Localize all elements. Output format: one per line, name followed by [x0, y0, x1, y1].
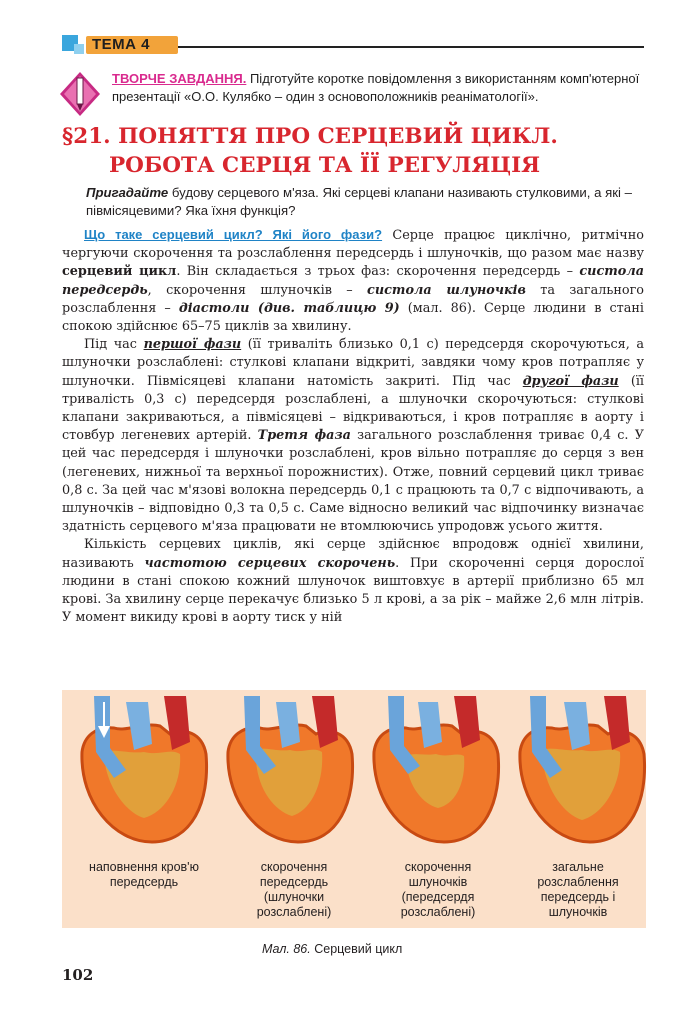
heart-illustration-2	[220, 692, 360, 846]
term-heart-rate: частотою серцевих скорочень	[144, 555, 396, 571]
figure-caption-2: скорочення передсердь (шлуночки розслаблені)	[256, 860, 332, 919]
p3-text-1: Кількість серцевих циклів, які серце здійснює впродовж однієї хвилини, називають	[62, 537, 644, 571]
heart-illustration-1	[74, 692, 214, 846]
question-heading: Що таке серцевий цикл? Які його фази?	[84, 227, 383, 242]
recall-text: будову серцевого м'яза. Які серцеві клапани називають стулковими, а які – півмісяцевими? Яка їхня функція?	[86, 185, 632, 218]
paragraph-1	[62, 226, 644, 336]
p1-text-2: . Він складається з трьох фаз: скорочення передсердь –	[176, 264, 580, 280]
term-second-phase: другої фази	[522, 373, 619, 389]
term-diastole: діастоли (див. таблицю 9)	[178, 300, 400, 316]
p1-text-3: , скорочення шлуночків –	[147, 282, 368, 298]
p1-text-1: Серце працює циклічно, ритмічно чергуючи скорочення та розслаблення передсердь і шлуночків, що разом має назву	[62, 228, 644, 262]
pen-task-icon	[58, 70, 102, 118]
figure-caption-4: загальне розслаблення передсердь і шлуночків	[537, 860, 619, 919]
p2-text-3: (її тривалість 0,3 с) передсердя розслаблені, а шлуночки скорочуються: стулкові клапани закриваються, а півмісяцеві – відкриваються, і кров потрапляє в аорту і стовбур легеневих артерій.	[62, 373, 644, 444]
topic-label: ТЕМА 4	[92, 36, 151, 53]
recall-bold: Пригадайте	[86, 185, 169, 200]
p2-text-4: загального розслаблення триває 0,4 с. У цей час передсердя і шлуночки розслаблені, кров вільно потрапляє до серця з вен (легеневих, нижньої та верхньої порожнистих). Отже, повний серцевий цикл триває 0,8 с. За цей час м'язові волокна передсердь 0,1 с працюють та 0,7 с відпочивають, а шлуночків – відповідно 0,3 та 0,5 с. Саме відносно великий час відпочинку визначає здатність серцевого м'яза працювати не втомлюючись упродовж усього життя.	[62, 428, 644, 535]
paragraph-3	[62, 536, 644, 627]
header-square-small-icon	[74, 44, 84, 54]
paragraph-2	[62, 336, 644, 536]
recall-prompt	[86, 184, 646, 220]
section-title-line1: §21. ПОНЯТТЯ ПРО СЕРЦЕВИЙ ЦИКЛ.	[62, 124, 558, 149]
section-title	[62, 122, 662, 180]
p2-text-1: Під час	[84, 337, 144, 353]
heart-illustration-4	[512, 692, 652, 846]
section-title-line2: РОБОТА СЕРЦЯ ТА ЇЇ РЕГУЛЯЦІЯ	[109, 153, 541, 178]
figure-title	[262, 942, 402, 956]
term-third-phase: Третя фаза	[257, 428, 351, 444]
figure-caption-1: наповнення кров'ю передсердь	[89, 860, 199, 889]
heart-illustration-3	[366, 692, 506, 846]
term-first-phase: першої фази	[143, 337, 242, 353]
body-text	[62, 226, 644, 627]
p2-text-2: (її триваліть близько 0,1 с) передсердя скорочуються, а шлуночки розслаблені: стулкові клапани відкриті, завдяки чому кров потрапляє у шлуночки. Півмісяцеві клапани натомість закриті. Під час	[62, 337, 644, 389]
page-number: 102	[62, 966, 94, 984]
p1-text-5: (мал. 86). Серце людини в стані спокою здійснює 65–75 циклів за хвилину.	[62, 300, 644, 335]
term-cardiac-cycle: серцевий цикл	[62, 264, 177, 280]
creative-task	[112, 70, 652, 106]
term-atrial-systole: систола передсердь	[62, 264, 644, 298]
figure-title-text: Серцевий цикл	[310, 942, 403, 956]
creative-task-text: Підготуйте коротке повідомлення з використанням комп'ютерної презентації «О.О. Кулябко – один з основоположників реаніматології».	[112, 71, 640, 104]
figure-caption-3: скорочення шлуночків (передсердя розслаблені)	[400, 860, 476, 919]
creative-task-label: ТВОРЧЕ ЗАВДАННЯ.	[112, 71, 247, 86]
figure-label: Мал. 86.	[262, 942, 311, 956]
p3-text-2: . При скороченні серця дорослої людини в стані спокою кожний шлуночок виштовхує в артерії приблизно 65 мл крові. За хвилину серце перекачує близько 5 л крові, а за рік – майже 2,6 млн літрів. У момент викиду крові в аорту тиск у ній	[62, 555, 644, 626]
header-rule	[178, 46, 644, 48]
term-ventricular-systole: систола шлуночків	[367, 282, 526, 298]
p1-text-4: та загального розслаблення –	[62, 282, 645, 316]
